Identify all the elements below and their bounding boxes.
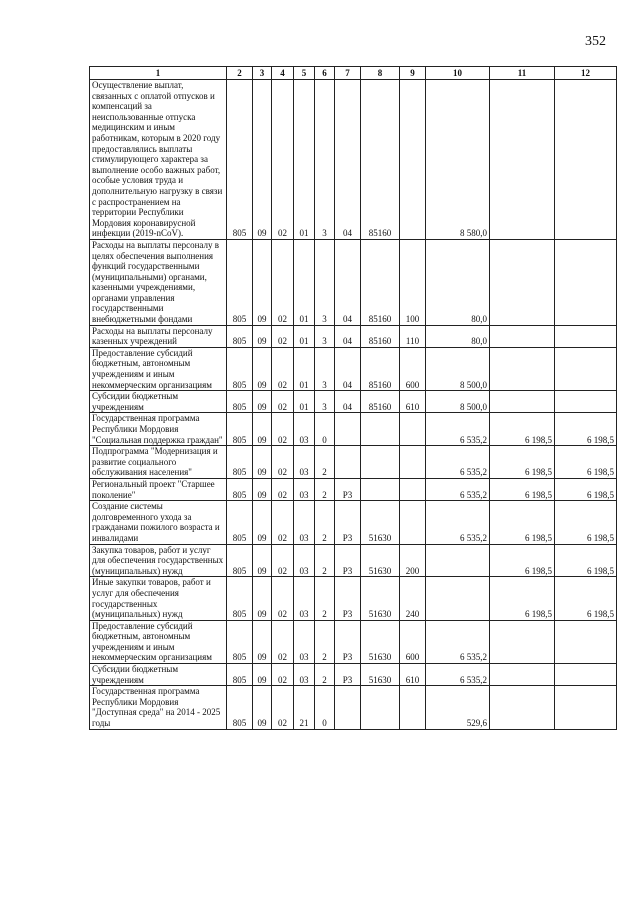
row-amount-2022: 6 198,5	[490, 501, 555, 544]
row-code-program: 01	[294, 80, 315, 240]
row-code-subsection: 02	[272, 391, 294, 413]
row-code-program: 01	[294, 325, 315, 347]
row-code-subsection: 02	[272, 446, 294, 479]
row-code-subprogram: 3	[315, 80, 335, 240]
row-code-admin: 805	[227, 80, 253, 240]
row-amount-2022: 6 198,5	[490, 413, 555, 446]
row-code-subprogram: 0	[315, 413, 335, 446]
table-row	[90, 501, 617, 544]
row-code-subprogram: 0	[315, 686, 335, 729]
header-cell: 8	[361, 67, 400, 80]
row-code-admin: 805	[227, 620, 253, 663]
row-code-direction	[361, 413, 400, 446]
row-code-direction: 51630	[361, 664, 400, 686]
row-code-subsection: 02	[272, 347, 294, 390]
row-code-direction: 51630	[361, 577, 400, 620]
row-amount-2021: 6 535,2	[426, 446, 490, 479]
row-amount-2021: 6 535,2	[426, 664, 490, 686]
row-amount-2022	[490, 686, 555, 729]
row-code-subprogram: 2	[315, 620, 335, 663]
row-code-section: 09	[253, 544, 272, 577]
row-amount-2022	[490, 391, 555, 413]
row-amount-2021: 8 580,0	[426, 80, 490, 240]
row-code-admin: 805	[227, 413, 253, 446]
row-amount-2023: 6 198,5	[555, 501, 617, 544]
row-code-project: P3	[335, 577, 361, 620]
row-code-admin: 805	[227, 239, 253, 325]
row-code-direction: 85160	[361, 80, 400, 240]
row-name: Государственная программа Республики Мордовия "Социальная поддержка граждан"	[90, 413, 227, 446]
row-code-subprogram: 2	[315, 478, 335, 500]
row-amount-2021: 8 500,0	[426, 347, 490, 390]
row-amount-2023	[555, 325, 617, 347]
row-code-project	[335, 686, 361, 729]
row-amount-2022: 6 198,5	[490, 577, 555, 620]
row-code-program: 21	[294, 686, 315, 729]
row-code-section: 09	[253, 325, 272, 347]
table-row	[90, 664, 617, 686]
row-code-section: 09	[253, 577, 272, 620]
row-amount-2022	[490, 664, 555, 686]
row-code-program: 01	[294, 391, 315, 413]
row-code-expense-type: 600	[400, 347, 426, 390]
row-code-subprogram: 3	[315, 391, 335, 413]
row-code-project: 04	[335, 239, 361, 325]
row-code-expense-type: 610	[400, 664, 426, 686]
row-amount-2021: 80,0	[426, 239, 490, 325]
row-amount-2023	[555, 620, 617, 663]
row-amount-2022: 6 198,5	[490, 446, 555, 479]
row-amount-2023: 6 198,5	[555, 413, 617, 446]
row-code-subprogram: 2	[315, 501, 335, 544]
row-name: Субсидии бюджетным учреждениям	[90, 391, 227, 413]
row-code-section: 09	[253, 501, 272, 544]
table-body	[90, 80, 617, 730]
row-code-program: 03	[294, 446, 315, 479]
row-code-section: 09	[253, 620, 272, 663]
row-amount-2021: 6 535,2	[426, 620, 490, 663]
row-code-admin: 805	[227, 478, 253, 500]
row-code-section: 09	[253, 446, 272, 479]
header-row	[90, 67, 617, 80]
row-code-project: P3	[335, 620, 361, 663]
header-cell: 1	[90, 67, 227, 80]
row-name: Расходы на выплаты персоналу казенных учреждений	[90, 325, 227, 347]
row-name: Расходы на выплаты персоналу в целях обеспечения выполнения функций государственными (муниципальными) органами, казенными учреждениями, органами управления государственными внебюджетными фондами	[90, 239, 227, 325]
row-amount-2023	[555, 239, 617, 325]
row-code-project: P3	[335, 544, 361, 577]
header-cell: 10	[426, 67, 490, 80]
row-code-subprogram: 2	[315, 446, 335, 479]
row-code-program: 03	[294, 544, 315, 577]
row-amount-2022	[490, 239, 555, 325]
row-amount-2023: 6 198,5	[555, 577, 617, 620]
row-code-subsection: 02	[272, 544, 294, 577]
row-code-direction: 51630	[361, 544, 400, 577]
header-cell: 7	[335, 67, 361, 80]
row-code-direction	[361, 478, 400, 500]
row-code-program: 01	[294, 239, 315, 325]
row-amount-2021: 529,6	[426, 686, 490, 729]
row-code-expense-type	[400, 478, 426, 500]
row-name: Региональный проект "Старшее поколение"	[90, 478, 227, 500]
row-amount-2021: 6 535,2	[426, 413, 490, 446]
table-row	[90, 239, 617, 325]
row-code-program: 03	[294, 501, 315, 544]
row-code-expense-type: 600	[400, 620, 426, 663]
row-amount-2023: 6 198,5	[555, 446, 617, 479]
row-amount-2022	[490, 325, 555, 347]
row-amount-2023: 6 198,5	[555, 478, 617, 500]
row-code-admin: 805	[227, 577, 253, 620]
row-code-expense-type: 610	[400, 391, 426, 413]
row-code-admin: 805	[227, 686, 253, 729]
row-code-direction	[361, 446, 400, 479]
row-code-subprogram: 3	[315, 239, 335, 325]
row-code-direction: 85160	[361, 325, 400, 347]
table-row	[90, 413, 617, 446]
row-code-subsection: 02	[272, 413, 294, 446]
row-code-expense-type	[400, 686, 426, 729]
row-code-section: 09	[253, 478, 272, 500]
row-code-section: 09	[253, 239, 272, 325]
row-name: Субсидии бюджетным учреждениям	[90, 664, 227, 686]
row-code-project: 04	[335, 325, 361, 347]
row-name: Создание системы долговременного ухода за гражданами пожилого возраста и инвалидами	[90, 501, 227, 544]
row-amount-2023: 6 198,5	[555, 544, 617, 577]
row-code-expense-type: 110	[400, 325, 426, 347]
row-code-program: 03	[294, 620, 315, 663]
row-code-section: 09	[253, 80, 272, 240]
row-amount-2021	[426, 544, 490, 577]
row-amount-2022	[490, 80, 555, 240]
row-code-expense-type	[400, 80, 426, 240]
table-row	[90, 325, 617, 347]
row-code-expense-type	[400, 413, 426, 446]
row-code-program: 03	[294, 413, 315, 446]
row-code-admin: 805	[227, 325, 253, 347]
table-row	[90, 478, 617, 500]
row-code-subprogram: 2	[315, 577, 335, 620]
row-amount-2022: 6 198,5	[490, 544, 555, 577]
row-name: Подпрограмма "Модернизация и развитие социального обслуживания населения"	[90, 446, 227, 479]
row-amount-2021: 6 535,2	[426, 501, 490, 544]
row-name: Государственная программа Республики Мордовия "Доступная среда" на 2014 - 2025 годы	[90, 686, 227, 729]
row-amount-2022: 6 198,5	[490, 478, 555, 500]
row-amount-2023	[555, 686, 617, 729]
row-amount-2023	[555, 391, 617, 413]
row-code-admin: 805	[227, 446, 253, 479]
row-code-admin: 805	[227, 501, 253, 544]
row-code-subsection: 02	[272, 686, 294, 729]
row-amount-2021: 8 500,0	[426, 391, 490, 413]
row-code-project: P3	[335, 664, 361, 686]
row-code-admin: 805	[227, 664, 253, 686]
row-amount-2023	[555, 664, 617, 686]
row-name: Закупка товаров, работ и услуг для обеспечения государственных (муниципальных) нужд	[90, 544, 227, 577]
budget-table	[89, 66, 617, 730]
header-cell: 4	[272, 67, 294, 80]
row-code-project: P3	[335, 478, 361, 500]
row-name: Осуществление выплат, связанных с оплатой отпусков и компенсаций за неиспользованные отпуска медицинским и иным работникам, которым в 2020 году предоставлялись выплаты стимулирующего характера за выполнение особо важных работ, особые условия труда и дополнительную нагрузку в связи с распространением на территории Республики Мордовия коронавирусной инфекции (2019-nCoV).	[90, 80, 227, 240]
row-amount-2021: 80,0	[426, 325, 490, 347]
row-code-direction: 85160	[361, 347, 400, 390]
row-code-subsection: 02	[272, 664, 294, 686]
row-amount-2023	[555, 80, 617, 240]
row-code-program: 01	[294, 347, 315, 390]
row-code-section: 09	[253, 391, 272, 413]
table-row	[90, 686, 617, 729]
row-code-subprogram: 3	[315, 347, 335, 390]
row-code-subsection: 02	[272, 501, 294, 544]
row-code-project: 04	[335, 347, 361, 390]
row-amount-2021: 6 535,2	[426, 478, 490, 500]
header-cell: 6	[315, 67, 335, 80]
row-code-subsection: 02	[272, 80, 294, 240]
row-code-direction: 51630	[361, 501, 400, 544]
row-code-expense-type	[400, 501, 426, 544]
table-row	[90, 80, 617, 240]
table-row	[90, 391, 617, 413]
row-code-expense-type: 200	[400, 544, 426, 577]
table-row	[90, 620, 617, 663]
row-code-subprogram: 2	[315, 664, 335, 686]
row-code-subsection: 02	[272, 577, 294, 620]
row-code-project	[335, 446, 361, 479]
row-code-direction: 85160	[361, 239, 400, 325]
page-number: 352	[585, 34, 606, 49]
header-cell: 12	[555, 67, 617, 80]
row-code-admin: 805	[227, 347, 253, 390]
row-code-admin: 805	[227, 544, 253, 577]
row-code-subprogram: 2	[315, 544, 335, 577]
row-code-program: 03	[294, 478, 315, 500]
header-cell: 2	[227, 67, 253, 80]
row-code-program: 03	[294, 577, 315, 620]
table-row	[90, 577, 617, 620]
row-code-project	[335, 413, 361, 446]
row-code-subprogram: 3	[315, 325, 335, 347]
table-row	[90, 347, 617, 390]
row-code-section: 09	[253, 347, 272, 390]
table-row	[90, 544, 617, 577]
row-code-subsection: 02	[272, 239, 294, 325]
row-code-admin: 805	[227, 391, 253, 413]
row-amount-2022	[490, 620, 555, 663]
row-code-section: 09	[253, 413, 272, 446]
row-code-section: 09	[253, 686, 272, 729]
row-code-section: 09	[253, 664, 272, 686]
row-code-subsection: 02	[272, 325, 294, 347]
row-code-direction: 51630	[361, 620, 400, 663]
header-cell: 11	[490, 67, 555, 80]
row-code-subsection: 02	[272, 620, 294, 663]
row-name: Предоставление субсидий бюджетным, автономным учреждениям и иным некоммерческим организациям	[90, 347, 227, 390]
table-row	[90, 446, 617, 479]
row-code-direction	[361, 686, 400, 729]
row-name: Предоставление субсидий бюджетным, автономным учреждениям и иным некоммерческим организациям	[90, 620, 227, 663]
header-cell: 9	[400, 67, 426, 80]
row-amount-2023	[555, 347, 617, 390]
row-code-expense-type: 100	[400, 239, 426, 325]
row-code-expense-type	[400, 446, 426, 479]
row-amount-2022	[490, 347, 555, 390]
row-name: Иные закупки товаров, работ и услуг для обеспечения государственных (муниципальных) нужд	[90, 577, 227, 620]
row-code-subsection: 02	[272, 478, 294, 500]
row-code-project: 04	[335, 391, 361, 413]
row-amount-2021	[426, 577, 490, 620]
row-code-direction: 85160	[361, 391, 400, 413]
row-code-project: P3	[335, 501, 361, 544]
row-code-expense-type: 240	[400, 577, 426, 620]
row-code-program: 03	[294, 664, 315, 686]
header-cell: 3	[253, 67, 272, 80]
header-cell: 5	[294, 67, 315, 80]
row-code-project: 04	[335, 80, 361, 240]
